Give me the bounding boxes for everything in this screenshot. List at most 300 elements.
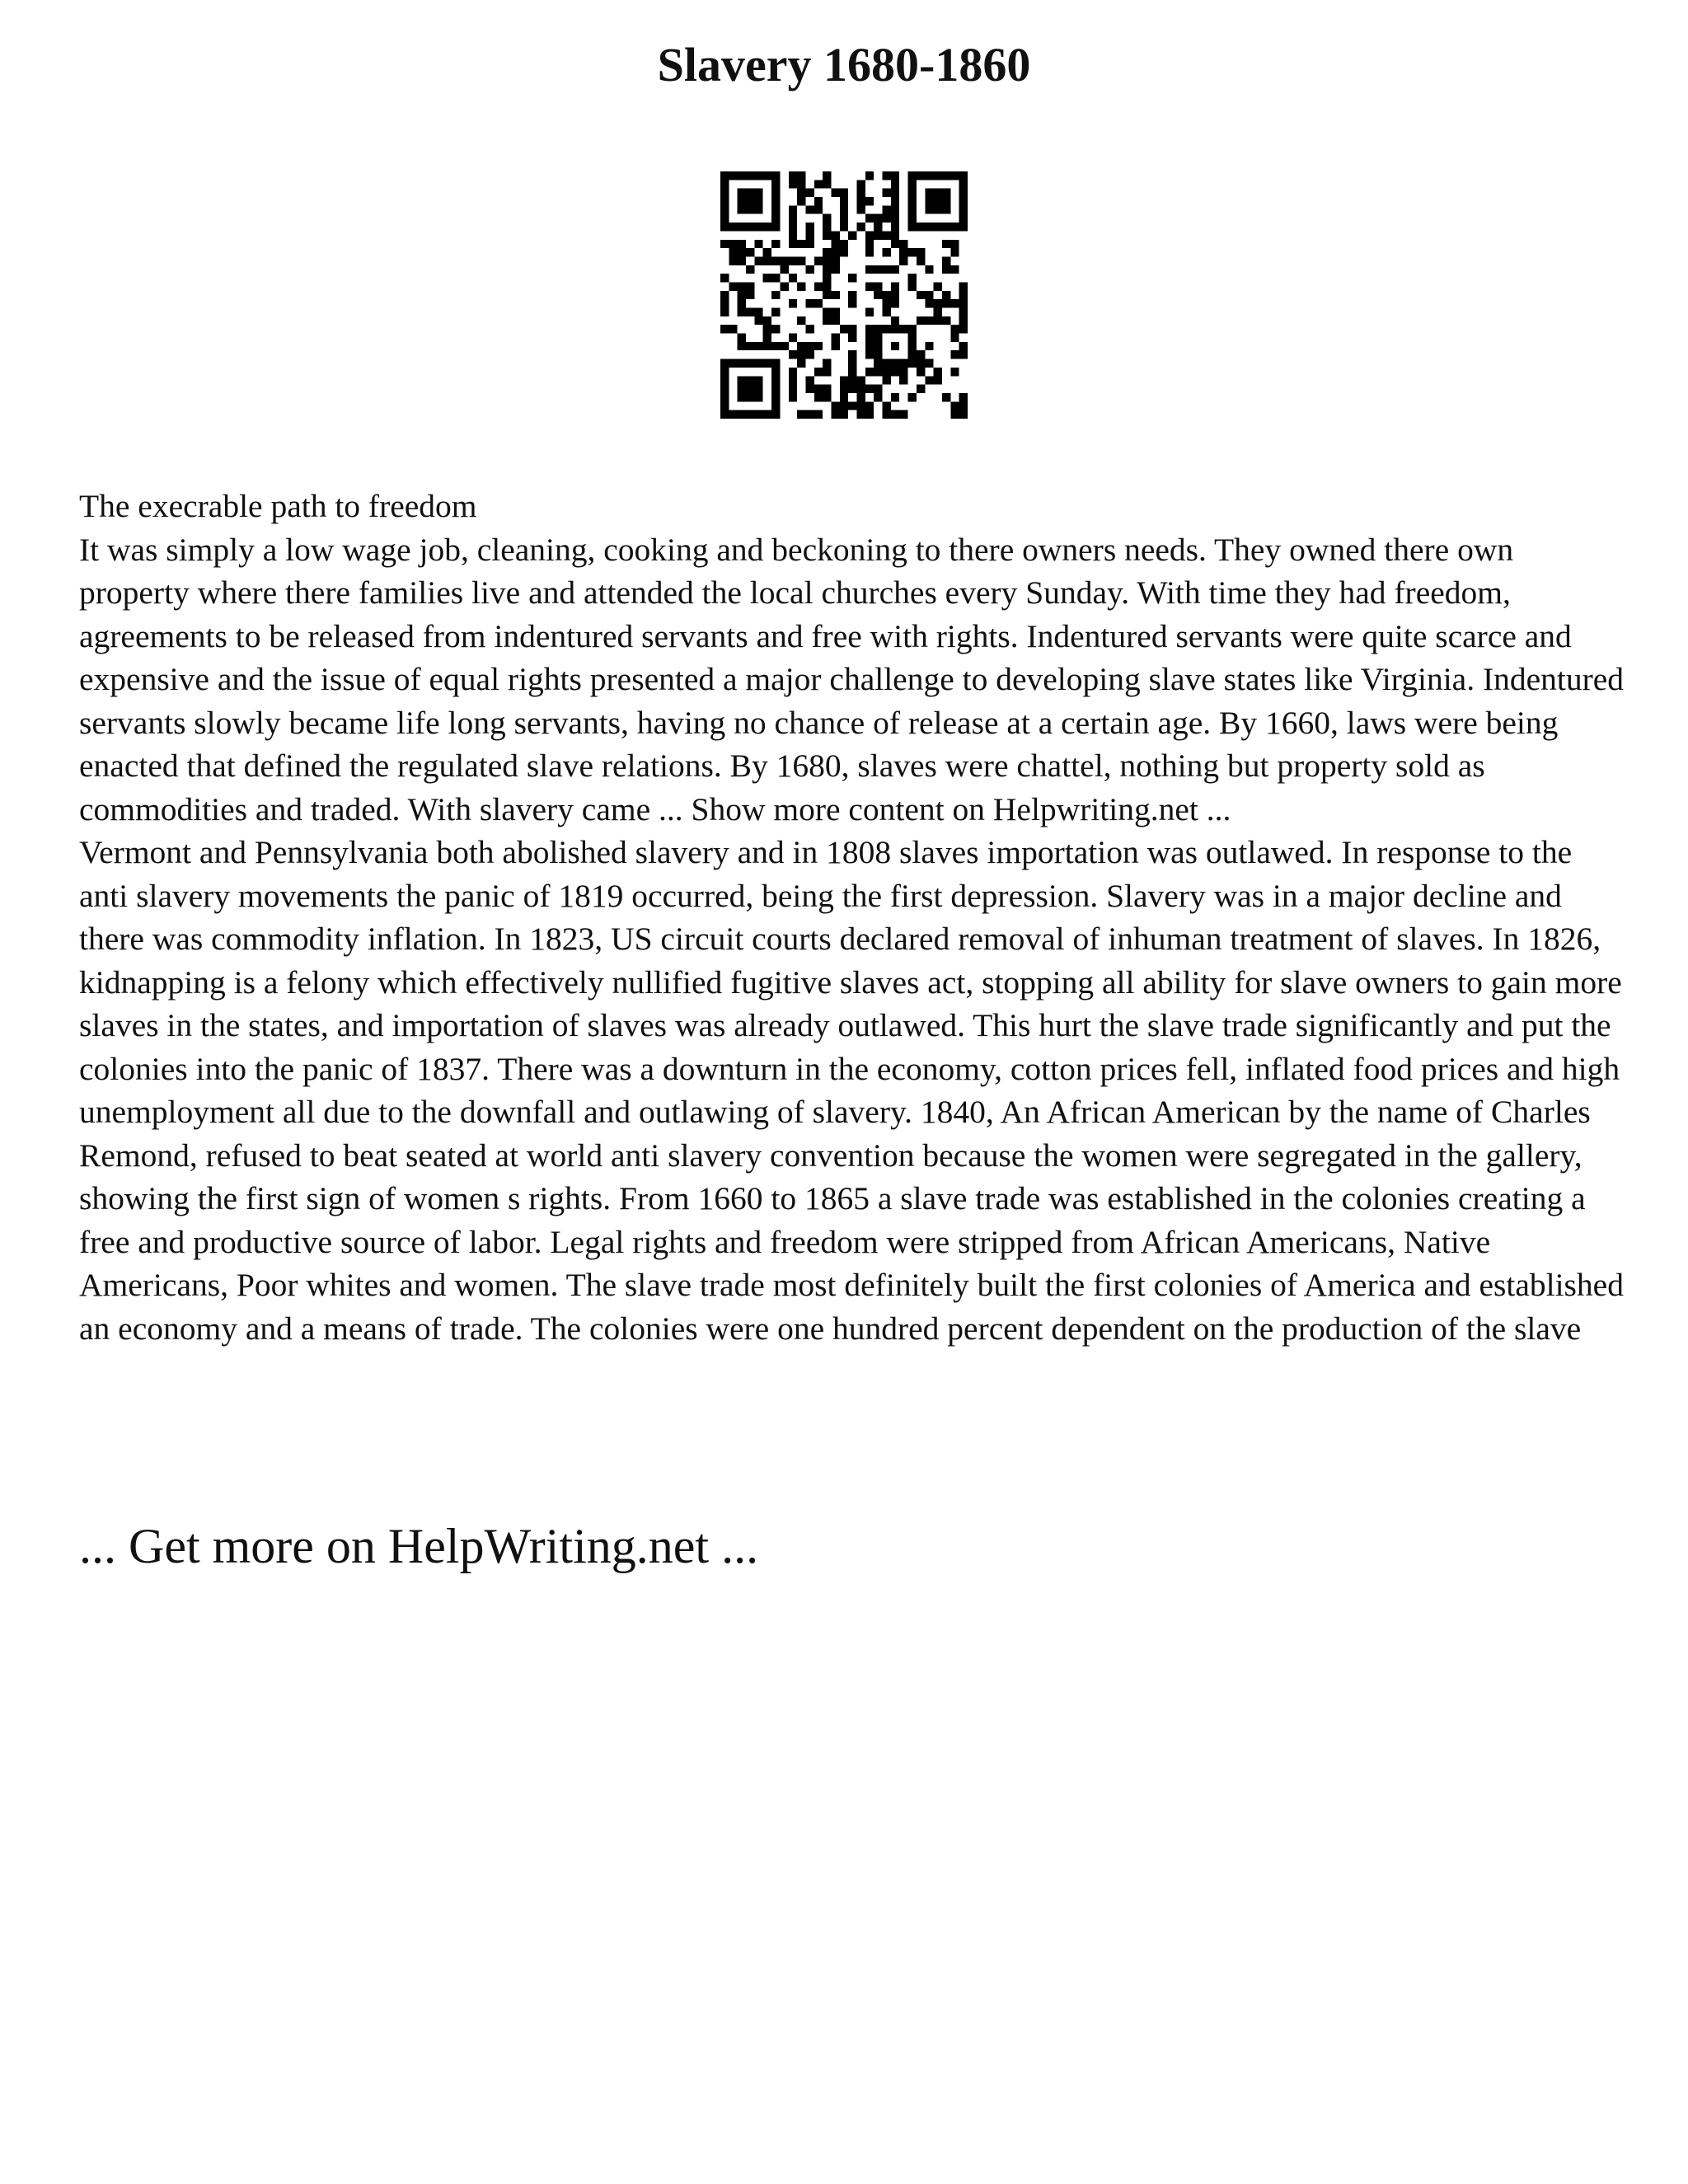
qr-module [771,385,780,393]
qr-module [746,342,754,350]
qr-module [797,342,805,350]
qr-module [883,299,891,307]
qr-module [763,325,771,333]
qr-module [950,410,959,419]
qr-module [720,171,729,180]
qr-module [865,325,874,333]
qr-module [934,205,942,213]
qr-module [823,393,831,401]
qr-module [805,231,814,239]
qr-module [720,410,729,419]
qr-module [891,189,899,197]
qr-module [738,282,746,290]
qr-module [874,393,882,401]
qr-module [789,205,797,213]
qr-module [763,274,771,282]
qr-module [865,401,874,410]
qr-module [874,342,882,350]
qr-module [729,359,737,368]
qr-module [891,197,899,205]
qr-module [874,265,882,274]
qr-module [823,316,831,325]
qr-module [720,393,729,401]
qr-module [814,385,823,393]
qr-module [831,308,839,316]
qr-module [754,376,762,384]
qr-module [908,334,917,342]
qr-module [925,265,933,274]
qr-module [848,385,856,393]
qr-module [746,385,754,393]
qr-module [831,256,839,265]
qr-module [874,325,882,333]
qr-module [959,205,968,213]
qr-module [814,393,823,401]
qr-module [729,223,737,231]
qr-module [925,171,933,180]
qr-module [746,376,754,384]
qr-module [823,214,831,223]
qr-module [865,248,874,256]
qr-module [771,274,780,282]
qr-module [754,240,762,248]
qr-module [959,299,968,307]
qr-module [771,359,780,368]
qr-module [917,359,925,368]
qr-module [840,248,848,256]
qr-module [908,393,917,401]
qr-module [883,410,891,419]
qr-module [874,282,882,290]
qr-module [925,376,933,384]
qr-module [746,359,754,368]
qr-module [857,189,865,197]
qr-module [925,291,933,299]
qr-module [789,240,797,248]
qr-module [874,231,882,239]
qr-module [831,265,839,274]
qr-module [720,240,729,248]
qr-module [848,359,856,368]
qr-module [840,205,848,213]
qr-module [729,410,737,419]
qr-module [934,282,942,290]
qr-module [942,240,950,248]
qr-module [883,291,891,299]
qr-module [917,316,925,325]
qr-module [763,256,771,265]
qr-module [891,223,899,231]
qr-module [848,350,856,359]
qr-module [805,385,814,393]
qr-module [797,282,805,290]
qr-code-graphic [720,171,968,419]
qr-module [823,223,831,231]
qr-module [823,171,831,180]
qr-module [908,325,917,333]
qr-module [899,240,907,248]
qr-module [840,197,848,205]
qr-module [925,299,933,307]
qr-module [950,368,959,376]
qr-module [738,291,746,299]
qr-module [789,223,797,231]
qr-module [840,393,848,401]
qr-module [908,180,917,188]
qr-module [805,410,814,419]
qr-module [857,205,865,213]
qr-module [789,368,797,376]
qr-module [891,205,899,213]
qr-module [840,385,848,393]
qr-module [917,171,925,180]
qr-module [746,171,754,180]
qr-module [771,180,780,188]
qr-module [720,368,729,376]
qr-module [857,401,865,410]
qr-module [738,308,746,316]
qr-module [805,265,814,274]
qr-module [848,376,856,384]
qr-module [797,256,805,265]
qr-module [720,299,729,307]
qr-module [720,197,729,205]
qr-module [950,334,959,342]
get-more-link[interactable]: ... Get more on HelpWriting.net ... [79,1519,759,1573]
qr-module [814,410,823,419]
qr-module [771,376,780,384]
qr-module [805,350,814,359]
qr-module [891,171,899,180]
qr-module [738,334,746,342]
qr-module [942,393,950,401]
qr-module [720,180,729,188]
qr-module [771,256,780,265]
qr-module [950,265,959,274]
qr-module [950,171,959,180]
qr-module [763,223,771,231]
qr-module [934,223,942,231]
qr-module [891,393,899,401]
qr-module [797,171,805,180]
qr-module [805,240,814,248]
qr-module [848,231,856,239]
qr-module [738,197,746,205]
qr-module [874,368,882,376]
qr-module [883,368,891,376]
qr-module [814,256,823,265]
qr-module [754,308,762,316]
qr-module [874,334,882,342]
article-subtitle: The execrable path to freedom [79,488,477,524]
qr-module [720,223,729,231]
qr-module [814,282,823,290]
qr-module [780,282,788,290]
qr-module [899,368,907,376]
qr-module [959,282,968,290]
qr-module [840,410,848,419]
qr-module [797,189,805,197]
qr-module [754,316,762,325]
qr-module [891,368,899,376]
qr-module [942,299,950,307]
qr-module [831,248,839,256]
qr-module [738,205,746,213]
qr-module [738,240,746,248]
qr-module [780,342,788,350]
article-body [79,485,1629,1350]
qr-module [917,385,925,393]
qr-module [754,393,762,401]
qr-module [883,265,891,274]
qr-module [865,171,874,180]
qr-module [891,231,899,239]
qr-module [763,359,771,368]
qr-module [754,359,762,368]
qr-module [950,401,959,410]
qr-module [746,189,754,197]
qr-module [959,171,968,180]
qr-module [883,401,891,410]
qr-module [823,248,831,256]
qr-module [925,197,933,205]
qr-module [908,189,917,197]
qr-module [959,214,968,223]
qr-module [746,223,754,231]
qr-module [831,189,839,197]
qr-module [899,325,907,333]
qr-module [789,376,797,384]
qr-module [738,376,746,384]
qr-module [771,342,780,350]
qr-module [805,299,814,307]
qr-module [729,282,737,290]
qr-module [959,401,968,410]
qr-module [865,282,874,290]
qr-module [865,368,874,376]
qr-module [771,240,780,248]
qr-module [720,205,729,213]
qr-module [738,248,746,256]
qr-module [891,240,899,248]
qr-module [857,385,865,393]
qr-module [789,393,797,401]
qr-module [738,342,746,350]
qr-module [814,205,823,213]
qr-module [908,359,917,368]
qr-module [883,248,891,256]
qr-module [865,342,874,350]
qr-module [925,359,933,368]
qr-module [891,180,899,188]
qr-module [823,256,831,265]
qr-module [797,316,805,325]
qr-module [874,350,882,359]
qr-module [865,265,874,274]
qr-module [814,197,823,205]
qr-module [848,274,856,282]
qr-module [729,248,737,256]
qr-module [797,240,805,248]
qr-module [720,376,729,384]
qr-module [805,189,814,197]
qr-module [831,334,839,342]
qr-module [823,265,831,274]
qr-module [874,291,882,299]
qr-module [908,342,917,350]
qr-module [865,308,874,316]
qr-module [746,410,754,419]
qr-module [823,368,831,376]
qr-module [908,205,917,213]
qr-module [720,274,729,282]
qr-module [840,214,848,223]
qr-module [754,410,762,419]
qr-module [925,205,933,213]
qr-module [959,410,968,419]
qr-module [805,205,814,213]
qr-module [780,256,788,265]
qr-module [865,350,874,359]
qr-module [848,291,856,299]
qr-module [789,180,797,188]
qr-module [729,325,737,333]
qr-module [840,189,848,197]
qr-module [805,223,814,231]
qr-module [883,214,891,223]
qr-module [746,205,754,213]
qr-module [738,393,746,401]
qr-module [934,197,942,205]
qr-module [763,248,771,256]
qr-module [831,410,839,419]
qr-module [891,316,899,325]
qr-module [720,308,729,316]
qr-module [746,282,754,290]
qr-module [797,197,805,205]
qr-module [942,205,950,213]
qr-module [883,308,891,316]
qr-module [934,316,942,325]
qr-module [848,325,856,333]
qr-module [754,171,762,180]
qr-module [823,359,831,368]
qr-module [848,334,856,342]
qr-module [899,359,907,368]
qr-module [891,299,899,307]
qr-module [738,189,746,197]
qr-module [917,256,925,265]
qr-module [942,316,950,325]
qr-module [848,368,856,376]
qr-module [925,316,933,325]
qr-module [746,248,754,256]
qr-module [942,223,950,231]
qr-module [934,368,942,376]
qr-module [831,240,839,248]
qr-module [771,325,780,333]
qr-module [771,308,780,316]
qr-module [865,385,874,393]
qr-module [814,180,823,188]
qr-module [857,376,865,384]
qr-module [959,197,968,205]
qr-module [771,214,780,223]
qr-module [823,282,831,290]
qr-module [789,231,797,239]
qr-module [959,393,968,401]
qr-module [874,385,882,393]
qr-module [823,274,831,282]
qr-module [950,325,959,333]
qr-module [883,359,891,368]
qr-module [950,299,959,307]
qr-module [925,189,933,197]
qr-module [771,171,780,180]
qr-module [754,385,762,393]
qr-module [917,248,925,256]
qr-module [891,342,899,350]
qr-module [805,325,814,333]
qr-module [899,248,907,256]
qr-module [917,368,925,376]
qr-module [865,240,874,248]
qr-module [738,299,746,307]
qr-module [942,265,950,274]
qr-module [959,342,968,350]
qr-module [746,197,754,205]
qr-module [883,325,891,333]
qr-module [814,342,823,350]
qr-module [729,171,737,180]
qr-module [754,256,762,265]
qr-module [738,385,746,393]
qr-module [840,240,848,248]
paragraph-2: Vermont and Pennsylvania both abolished slavery and in 1808 slaves importation was outlawed. In response to the anti slavery movements the panic of 1819 occurred, being the first depression. Slavery was in a major decline and there was commodity inflation. In 1823, US circuit courts declared removal of inhuman treatment of slaves. In 1826, kidnapping is a felony which effectively nullified fugitive slaves act, stopping all ability for slave owners to gain more slaves in the states, and importation of slaves was already outlawed. This hurt the slave trade significantly and put the colonies into the panic of 1837. There was a downturn in the economy, cotton prices fell, inflated food prices and high unemployment all due to the downfall and outlawing of slavery. 1840, An African American by the name of Charles Remond, refused to beat seated at world anti slavery convention because the women were segregated in the gallery, showing the first sign of women s rights. From 1660 to 1865 a slave trade was established in the colonies creating a free and productive source of labor. Legal rights and freedom were stripped from African Americans, Native Americans, Poor whites and women. The slave trade most definitely built the first colonies of America and established an economy and a means of trade. The colonies were one hundred percent dependent on the production of the slave [79,834,1624,1347]
qr-module [720,325,729,333]
qr-module [899,376,907,384]
qr-module [891,359,899,368]
qr-module [908,197,917,205]
qr-module [959,180,968,188]
qr-module [865,334,874,342]
qr-module [831,291,839,299]
qr-module [883,189,891,197]
qr-module [934,189,942,197]
qr-module [959,308,968,316]
qr-module [908,214,917,223]
qr-module [917,223,925,231]
qr-module [831,316,839,325]
qr-module [891,282,899,290]
qr-module [720,291,729,299]
qr-module [805,376,814,384]
qr-module [917,350,925,359]
qr-module [883,171,891,180]
qr-module [831,231,839,239]
qr-module [908,223,917,231]
qr-module [738,171,746,180]
qr-module [865,410,874,419]
qr-module [908,282,917,290]
qr-module [754,223,762,231]
qr-module [771,223,780,231]
qr-module [763,316,771,325]
qr-module [789,385,797,393]
qr-code-icon [720,171,968,419]
paragraph-1: It was simply a low wage job, cleaning, cooking and beckoning to there owners needs. They owned there own property where there families live and attended the local churches every Sunday. With time they had freedom, agreements to be released from indentured servants and free with rights. Indentured servants were quite scarce and expensive and the issue of equal rights presented a major challenge to developing slave states like Virginia. Indentured servants slowly became life long servants, having no chance of release at a certain age. By 1660, laws were being enacted that defined the regulated slave relations. By 1680, slaves were chattel, nothing but property sold as commodities and traded. With slavery came ... Show more content on Helpwriting.net ... [79,531,1625,827]
qr-module [959,189,968,197]
